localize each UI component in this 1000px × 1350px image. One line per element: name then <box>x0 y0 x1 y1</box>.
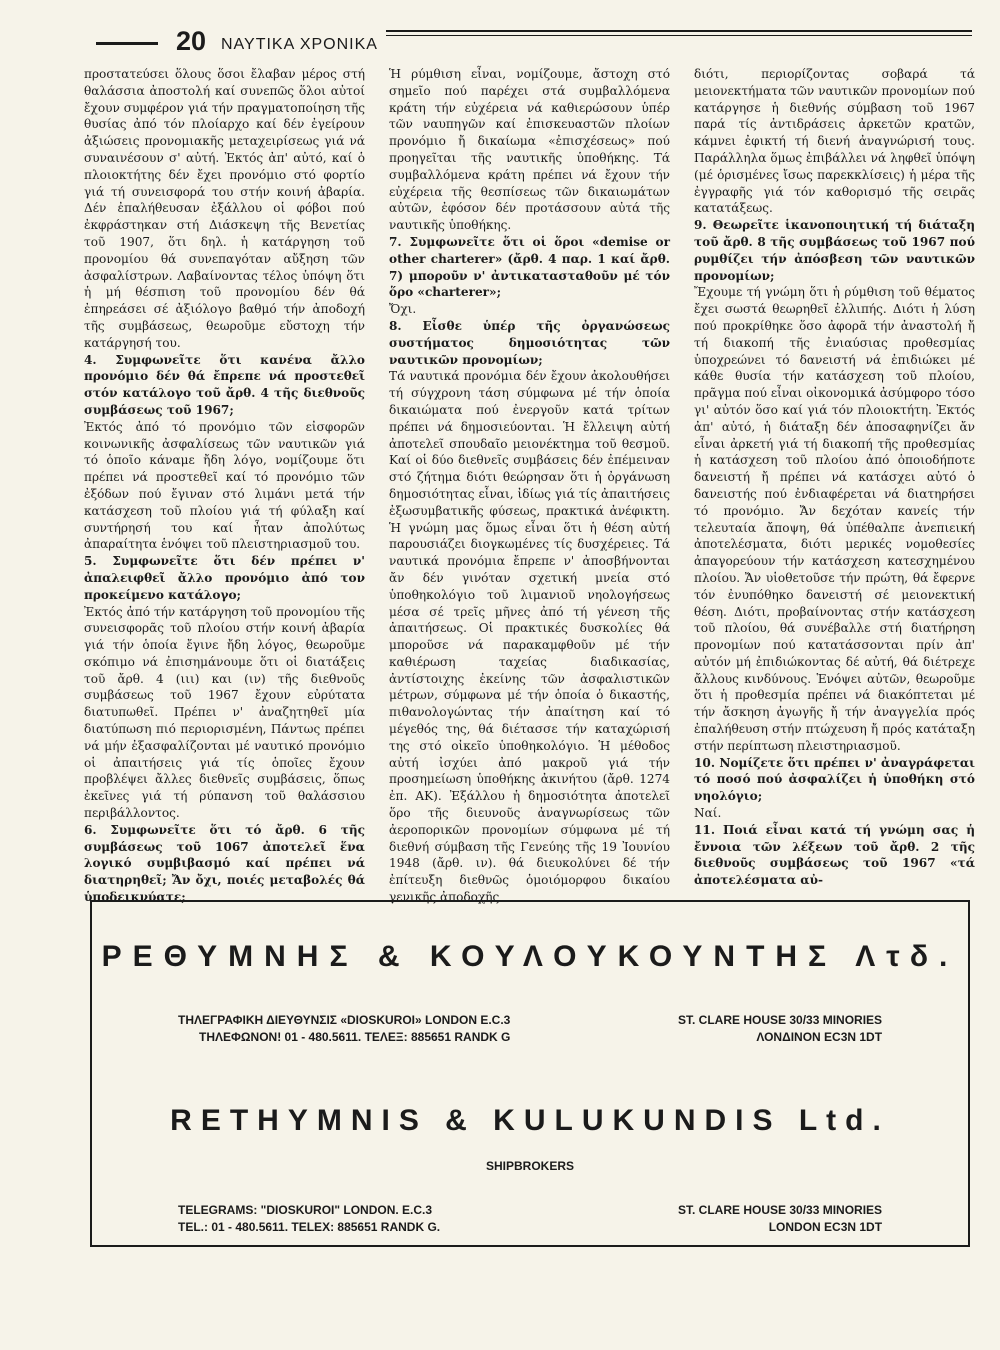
answer-paragraph: Ἐκτός ἀπό τό προνόμιο τῶν εἰσφορῶν κοινωνικῆς ἀσφαλίσεως τῶν ναυτικῶν γιά τό ὁποῖο κάναμε ἤδη λόγο, νομίζουμε ὅτι πρέπει νά προστεθεῖ καί τό προνόμιο τῶν ἐξόδων πού ἔγιναν στό λιμάνι μετά τήν κατάσχεση τοῦ πλοίου γιά τή φύλαξη καί συντήρησή του καί ἦταν ἀπολύτως ἀπαραίτητα ἑνόψει τοῦ πλειστηριασμοῦ του. <box>84 419 365 552</box>
english-contact-left <box>178 1202 440 1236</box>
question-paragraph: 8. Εἶσθε ὑπέρ τῆς ὀργανώσεως συστήματος δημοσιότητας τῶν ναυτικῶν προνομίων; <box>389 318 670 367</box>
answer-paragraph: προστατεύσει ὅλους ὅσοι ἔλαβαν μέρος στή θαλάσσια ἀποστολή καί συνεπῶς ὅλοι αὐτοί ἔχουν συμφέρον γιά τήν πραγματοποίηση τῆς θυσίας ἀπό τόν πλοίαρχο καί δέν ἐγείρουν ἀξιώσεις προνομιακῆς μεταχειρίσεως γιά νά συναινέσουν σ' αὐτή. Ἐκτός ἀπ' αὐτό, καί ὁ πλοιοκτήτης δέν ἔχει προνόμιο στό φορτίο γιά τή συνεισφορά του στήν κοινή ἀβαρία. Δέν ἐπαλήθευσαν ἐξάλλου οἱ φόβοι πού ἐκφράστηκαν στή Διάσκεψη τῆς Βενετίας τοῦ 1907, ὅτι δηλ. ἡ κατάργηση τοῦ προνομίου θά συνεπαγόταν αὔξηση τῶν ἀσφαλίστρων. Λαβαίνοντας τέλος ὑπόψη ὅτι ἡ μή θέσπιση τοῦ προνομίου δέν θά ἐπηρεάσει σέ ἀξιόλογο βαθμό τήν ἀποδοχή τῆς συμβάσεως, θεωροῦμε εὔστοχη τήν κατάργησή του. <box>84 67 365 350</box>
greek-contact-right <box>678 1012 882 1046</box>
answer-paragraph: Ἔχουμε τή γνώμη ὅτι ἡ ρύμθιση τοῦ θέματος ἔχει σωστά θεωρηθεῖ ἐλλιπής. Διότι ἡ λύση πού προκρίθηκε ὅσο ἀφορᾶ τήν ἀναστολή ἤ τή διακοπή τῆς ἐνιαύσιας προθεσμίας ὑποχρεώνει τό δανειστή νά ἐπιδιώκει μέ κάθε θυσία τήν κατάσχεση τοῦ πλοίου, πρᾶγμα πού εἶναι οἰκονομικά ἀσύμφορο τόσο γι' αὐτόν ὅσο καί γιά τόν πλοιοκτήτη. Ἐκτός ἀπ' αὐτό, ἡ διάταξη δέν ἀποσαφηνίζει ἄν εἶναι ἀρκετή γιά τή διακοπή τῆς προθεσμίας ἡ κατάσχεση τοῦ πλοίου ἀπό ὁποιοδήποτε δανειστή ἤ πρέπει νά κατάσχει αὐτό ὁ δανειστής πού ἐνδιαφέρεται νά διατηρήσει τό προνόμιο. Ἄν δεχόταν κανείς τήν τελευταία ἄποψη, θά ὑπέθαλπε ἀνεπιεική ἀποτελέσματα, διότι μερικές νομοθεσίες ἀπαγορεύουν τήν κατάσχεση κατεσχημένου πλοίου. Ἄν υἱοθετοῦσε τήν πρώτη, θά ἔφερνε τόν ἐνυπόθηκο δανειστή σέ μειονεκτική θέση. Διότι, προβαίνοντας στήν κατάσχεση τοῦ πλοίου, θά συνέβαλλε στή διατήρηση προνομίων πού κατατάσσονται πρίν ἀπ' αὐτόν μή ἐπιδιώκοντας δέ αὐτή, θά διέτρεχε ἄλλους κινδύνους. Ἑνόψει αὐτῶν, θεωροῦμε ὅτι ἡ προθεσμία πρέπει νά διακόπτεται μέ τήν ἄσκηση ἀγωγῆς ἤ τήν ἀναγγελία πρός ἐπαλήθευση στήν πτώχευση ἤ πρός κατάταξη στήν περίπτωση πλειστηριασμοῦ. <box>694 285 975 753</box>
answer-paragraph: Τά ναυτικά προνόμια δέν ἔχουν ἀκολουθήσει τή σύγχρονη τάση σύμφωνα μέ τήν ὁποία δικαιώματα πού ἐνεργοῦν κατά τρίτων πρέπει νά δημοσιεύονται. Ἡ ἔλλειψη αὐτή ἀποτελεῖ σπουδαῖο μειονέκτημα τοῦ θεσμοῦ. Καί οἱ δύο διεθνεῖς συμβάσεις δέν ἐπέμειναν στό ζήτημα διότι θεώρησαν ὅτι ἡ ὀργάνωση δημοσιότητας εἶναι, ἰδίως γιά τίς ἀπαιτήσεις ἐξωσυμβατικῆς φύσεως, πρακτικά ἀνέφικτη. Ἡ γνώμη μας ὅμως εἶναι ὅτι ἡ θέση αὐτή παρουσιάζει διογκωμένες τίς δυσχέρειες. Τά ναυτικά προνόμια ἔπρεπε ν' ἀποσβήνονται ἄν δέν γινόταν σχετική μνεία στό ὑποθηκολόγιο τοῦ λιμανιοῦ νηολογήσεως μέσα σέ τρεῖς μῆνες ἀπό τή γένεση τῆς ἀπαιτήσεως. Οἱ πρακτικές δυσκολίες θά μποροῦσε νά παρακαμφθοῦν μέ τήν καθιέρωση ταχείας διαδικασίας, ἀντίστοιχης ἐκείνης τῶν ἀσφαλιστικῶν μέτρων, σύμφωνα μέ τήν ὁποία ὁ δικαστής, πιθανολογώντας τήν ἀπαίτηση καί τό μέγεθός της, θά διέτασσε τήν καταχώρισή της στό οἰκεῖο ὑποθηκολόγιο. Ἡ μέθοδος αὐτή ἰσχύει ἀπό μακροῦ γιά τήν προσημείωση ὑποθήκης ἀκινήτου (ἄρθ. 1274 ἐπ. ΑΚ). Ἐξάλλου ἡ δημοσιότητα ἀποτελεῖ ὅρο τῆς διευνοῦς ἀναγνωρίσεως τῶν ἀεροπορικῶν προνομίων σύμφωνα μέ τή διεθνή σύμβαση τῆς Γενεύης τῆς 19 Ἰουνίου 1948 (ἄρθ. ιν). θά διευκολύνει δέ τήν ἐπίτευξη διεθνῶς ὁμοιόμορφου δικαίου γενικῆς ἀποδοχῆς <box>389 369 670 905</box>
answer-paragraph: διότι, περιορίζοντας σοβαρά τά μειονεκτήματα τῶν ναυτικῶν προνομίων πού κατάργησε ἡ διεθνής σύμβαση τοῦ 1967 παρά τίς ἀντιδράσεις ἀρκετῶν κρατῶν, κάμνει ἐφικτή τή διενή ἀναγνώρισή τους. Παράλληλα ὅμως ἐπιβάλλει νά ληφθεῖ ὑπόψη (μέ ὁρισμένες ἴσως παρεκκλίσεις) ἡ μέρα τῆς ἐγγραφῆς γιά τόν καθορισμό τῆς σειρᾶς κατατάξεως. <box>694 67 975 216</box>
article-columns <box>84 66 976 905</box>
page-number: 20 <box>176 26 207 56</box>
english-street-address: ST. CLARE HOUSE 30/33 MINORIES <box>678 1203 883 1217</box>
english-contact-right <box>678 1202 882 1236</box>
header-rule-right-thin <box>386 35 972 36</box>
greek-street-address: ST. CLARE HOUSE 30/33 MINORIES <box>678 1013 883 1027</box>
english-telegrams: TELEGRAMS: "DIOSKUROI" LONDON. E.C.3 <box>178 1203 433 1217</box>
greek-telegraphic-address: ΤΗΛΕΓΡΑΦΙΚΗ ΔΙΕΥΘΥΝΣΙΣ «DIOSKUROI» LONDON E.C.3 <box>178 1013 511 1027</box>
column-1 <box>84 66 365 905</box>
greek-contact-left <box>178 1012 510 1046</box>
column-2 <box>389 66 670 905</box>
english-city-address: LONDON EC3N 1DT <box>768 1220 883 1234</box>
answer-paragraph: Ναί. <box>694 806 722 821</box>
question-paragraph: 6. Συμφωνεῖτε ὅτι τό ἄρθ. 6 τῆς συμβάσεως τοῦ 1067 ἀποτελεῖ ἕνα λογικό συμβιβασμό καί πρέπει νά διατηρηθεῖ; Ἄν ὄχι, ποιές μεταβολές θά ὑποδεικνύατε; <box>84 822 365 905</box>
column-3 <box>694 66 975 888</box>
answer-paragraph: Ὄχι. <box>389 302 417 317</box>
magazine-title: ΝΑΥΤΙΚΑ ΧΡΟΝΙΚΑ <box>221 36 378 53</box>
answer-paragraph: Ἡ ρύμθιση εἶναι, νομίζουμε, ἄστοχη στό σημεῖο πού παρέχει στά συμβαλλόμενα κράτη τήν εὐχέρεια νά καθιερώσουν ὑπέρ τῶν ναυπηγῶν καί ἐπισκευαστῶν πλοίων προνόμιο ἤ δικαίωμα «ἐπισχέσεως» πού προηγεῖται τῆς ναυτικῆς ὑποθήκης. Τά συμβαλλόμενα κράτη πρέπει νά ἔχουν τήν εὐχέρεια τῆς θεσπίσεως τῶν δικαιωμάτων αὐτῶν, ἐφόσον δέν προτάσσουν αὐτά τῆς ναυτικῆς ὑποθήκης. <box>389 67 670 233</box>
question-paragraph: 11. Ποιά εἶναι κατά τή γνώμη σας ἡ ἔννοια τῶν λέξεων τοῦ ἄρθ. 2 τῆς διεθνοῦς συμβάσεως τοῦ 1967 «τά ἀποτελέσματα αὐ- <box>694 822 975 888</box>
question-paragraph: 7. Συμφωνεῖτε ὅτι οἱ ὅροι «demise or other charterer» (ἄρθ. 4 παρ. 1 καί ἄρθ. 7) μποροῦν ν' ἀντικατασταθοῦν μέ τόν ὅρο «charterer»; <box>389 234 670 300</box>
greek-phone-telex: ΤΗΛΕΦΩΝΟΝ! 01 - 480.5611. ΤΕΛΕΞ: 885651 RANDK G <box>199 1030 511 1044</box>
firm-name-greek: ΡΕΘΥΜΝΗΣ & ΚΟΥΛΟΥΚΟΥΝΤΗΣ Λτδ. <box>101 940 959 973</box>
answer-paragraph: Ἐκτός ἀπό τήν κατάργηση τοῦ προνομίου τῆς συνεισφορᾶς τοῦ πλοίου στήν κοινή ἀβαρία γιά τήν ὁποία ἔγινε ἤδη λόγος, θεωροῦμε σκόπιμο νά ἐπισημάνουμε ὅτι οἱ διατάξεις τοῦ ἄρθ. 4 (ιιι) και (ιν) τῆς διεθνοῦς συμβάσεως τοῦ 1967 ἔχουν εὐρύτατα διατυπωθεῖ. Πρέπει ν' ἀναζητηθεῖ μία διατύπωση πιό περιορισμένη, Πάντως πρέπει νά μήν ἐξασφαλίζονται μέ ναυτικό προνόμιο οἱ ἀπαιτήσεις γιά τίς ὁποῖες ἔχουν προβλέψει ἄλλες διεθνεῖς συμβάσεις, ὅπως ἐκεῖνες γιά τή ρύπανση τοῦ θαλάσσιου περιβάλλοντος. <box>84 604 365 821</box>
question-paragraph: 5. Συμφωνεῖτε ὅτι δέν πρέπει ν' ἀπαλειφθεῖ ἄλλο προνόμιο ἀπό τον προκείμενο κατάλογο; <box>84 554 365 602</box>
question-paragraph: 4. Συμφωνεῖτε ὅτι κανένα ἄλλο προνόμιο δέν θά ἔπρεπε νά προστεθεῖ στόν κατάλογο τοῦ ἄρθ. 4 τῆς διεθνοῦς συμβάσεως τοῦ 1967; <box>84 352 365 417</box>
shipbrokers-label: SHIPBROKERS <box>485 1159 574 1173</box>
question-paragraph: 10. Νομίζετε ὅτι πρέπει ν' ἀναγράφεται τό ποσό πού ἀσφαλίζει ἡ ὑποθήκη στό νηολόγιο; <box>694 755 975 804</box>
page-header <box>96 26 972 60</box>
english-phone-telex: TEL.: 01 - 480.5611. TELEX: 885651 RANDK G. <box>178 1220 441 1234</box>
firm-name-english: RETHYMNIS & KULUKUNDIS Ltd. <box>170 1104 890 1137</box>
header-rule-left <box>96 42 158 45</box>
greek-city-address: ΛΟΝΔΙΝΟΝ EC3N 1DT <box>756 1030 883 1044</box>
question-paragraph: 9. Θεωρεῖτε ἱκανοποιητική τή διάταξη τοῦ ἄρθ. 8 τῆς συμβάσεως τοῦ 1967 πού ρυμθίζει τήν ἀπόσβεση τῶν ναυτικῶν προνομίων; <box>694 218 975 283</box>
advertisement-box <box>90 900 970 1247</box>
header-rule-right <box>386 30 972 32</box>
